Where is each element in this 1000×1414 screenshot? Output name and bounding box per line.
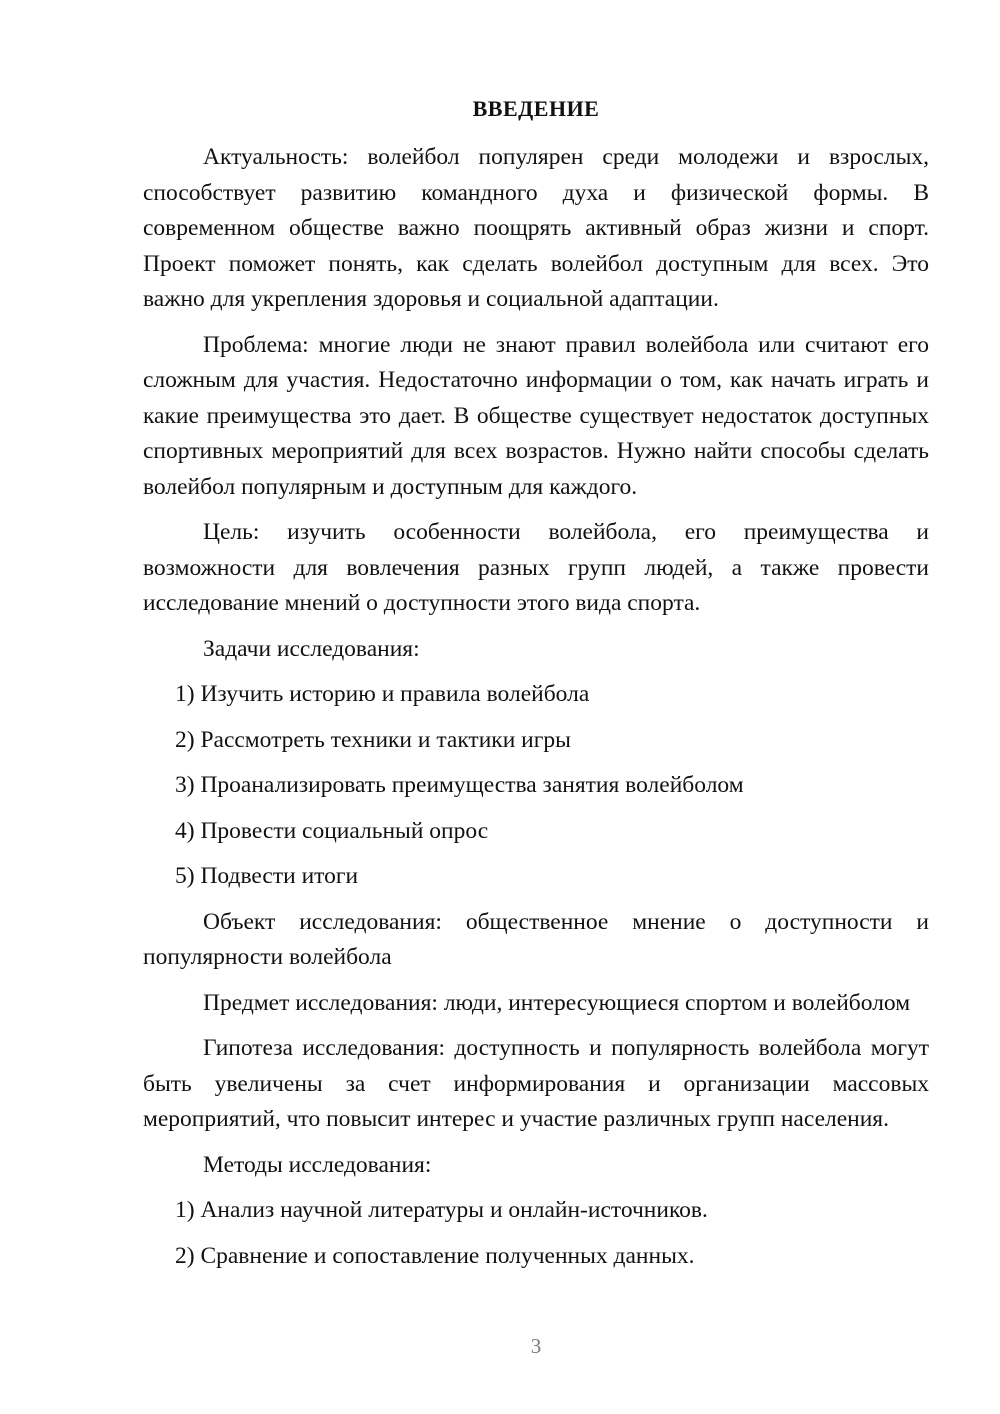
subject-paragraph: Предмет исследования: люди, интересующиеся спортом и волейболом: [203, 989, 911, 1016]
goal-paragraph: Цель: изучить особенности волейбола, его преимущества и возможности для вовлечения разных групп людей, а также провести исследование мнений о доступности этого вида спорта.: [143, 519, 929, 616]
tasks-list: [143, 677, 929, 895]
methods-list: [143, 1193, 929, 1274]
list-item: 1) Анализ научной литературы и онлайн-источников.: [175, 1197, 708, 1223]
object-paragraph: Объект исследования: общественное мнение о доступности и популярности волейбола: [143, 908, 929, 970]
list-item: 5) Подвести итоги: [175, 863, 359, 889]
list-item: 4) Провести социальный опрос: [175, 817, 489, 844]
hypothesis-paragraph: Гипотеза исследования: доступность и популярность волейбола могут быть увеличены за счет информирования и организации массовых мероприятий, что повысит интерес и участие различных групп населения.: [143, 1035, 929, 1132]
list-item: 2) Рассмотреть техники и тактики игры: [175, 726, 571, 753]
methods-title: Методы исследования:: [203, 1151, 432, 1178]
page-number: 3: [530, 1334, 542, 1358]
tasks-title: Задачи исследования:: [203, 635, 420, 662]
page-title: ВВЕДЕНИЕ: [472, 96, 600, 121]
list-item: 2) Сравнение и сопоставление полученных данных.: [175, 1242, 695, 1269]
relevance-paragraph: Актуальность: волейбол популярен среди молодежи и взрослых, способствует развитию командного духа и физической формы. В современном обществе важно поощрять активный образ жизни и спорт. Проект поможет понять, как сделать волейбол доступным для всех. Это важно для укрепления здоровья и социальной адаптации.: [143, 144, 929, 312]
list-item: 3) Проанализировать преимущества занятия волейболом: [175, 772, 744, 798]
body-text: [143, 140, 929, 1284]
list-item: 1) Изучить историю и правила волейбола: [175, 681, 590, 707]
problem-paragraph: Проблема: многие люди не знают правил волейбола или считают его сложным для участия. Недостаточно информации о том, как начать играть и какие преимущества это дает. В обществе существует недостаток доступных спортивных мероприятий для всех возрастов. Нужно найти способы сделать волейбол популярным и доступным для каждого.: [143, 331, 929, 500]
